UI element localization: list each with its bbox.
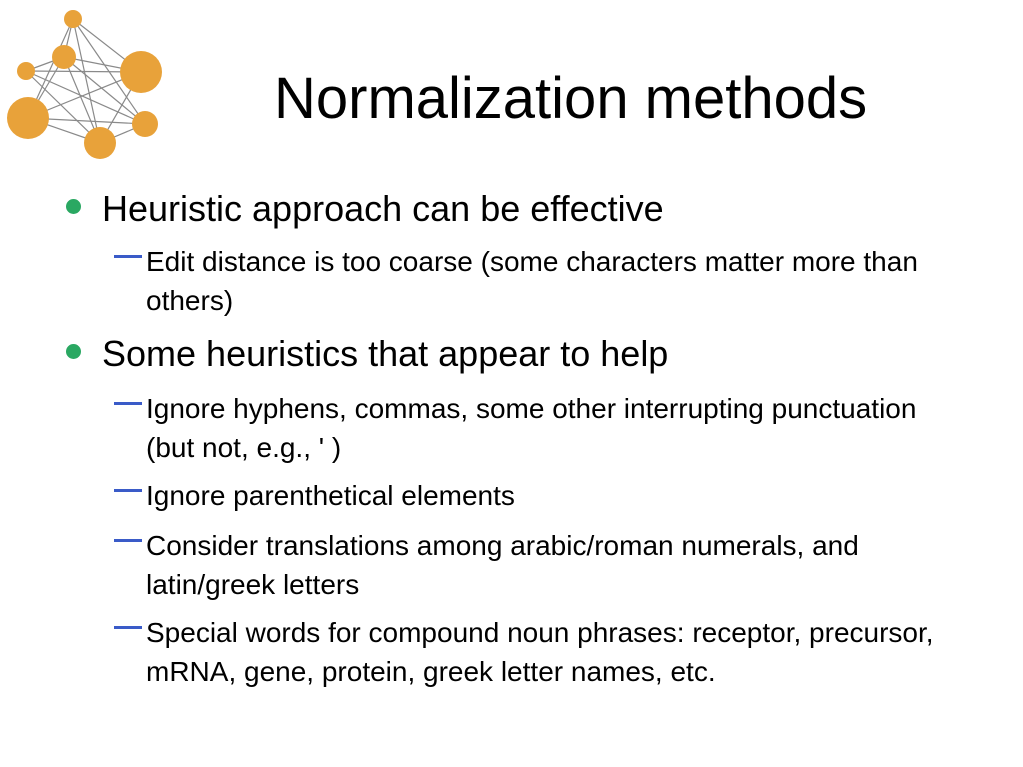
sub-bullet-item	[114, 476, 934, 515]
sub-bullet-item	[114, 242, 934, 320]
sub-bullet-text: Consider translations among arabic/roman numerals, and latin/greek letters	[146, 530, 859, 600]
slide-title: Normalization methods	[274, 66, 868, 131]
bullet-dot-icon	[66, 344, 81, 359]
bullet-text: Heuristic approach can be effective	[102, 188, 664, 229]
sub-bullet-item	[114, 526, 934, 604]
dash-icon	[114, 402, 142, 405]
sub-bullet-item	[114, 389, 934, 467]
sub-bullet-text: Ignore hyphens, commas, some other interrupting punctuation (but not, e.g., ' )	[146, 393, 917, 463]
dash-icon	[114, 255, 142, 258]
bullet-text: Some heuristics that appear to help	[102, 333, 669, 374]
dash-icon	[114, 489, 142, 492]
sub-bullet-item	[114, 613, 934, 691]
dash-icon	[114, 626, 142, 629]
sub-bullet-text: Edit distance is too coarse (some characters matter more than others)	[146, 246, 918, 316]
sub-bullet-text: Special words for compound noun phrases: receptor, precursor, mRNA, gene, protein, greek letter names, etc.	[146, 617, 934, 687]
sub-bullet-text: Ignore parenthetical elements	[146, 480, 515, 511]
bullet-dot-icon	[66, 199, 81, 214]
dash-icon	[114, 539, 142, 542]
